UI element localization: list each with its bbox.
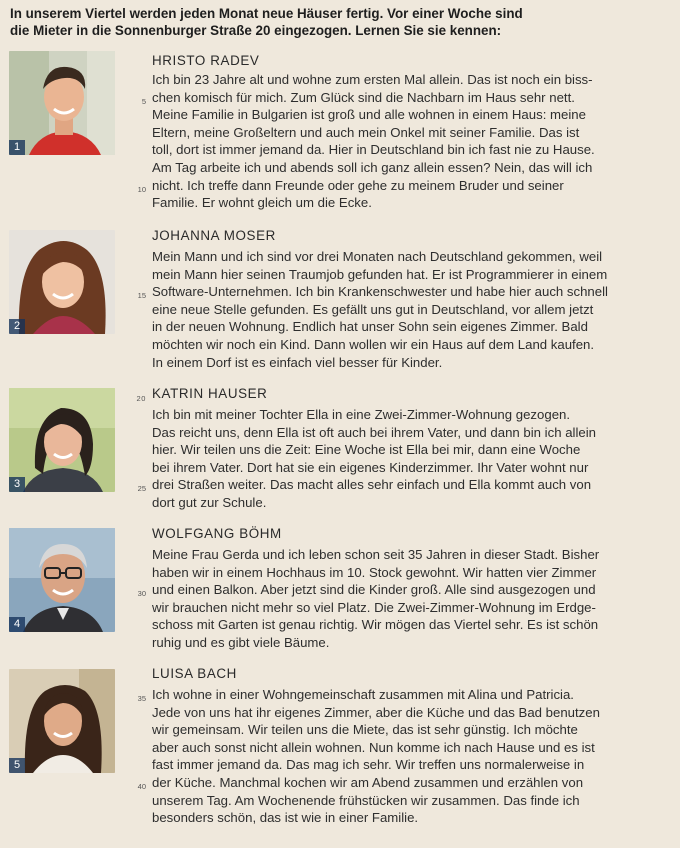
tenant-name: WOLFGANG BÖHM [152,526,282,541]
text-line: schoss mit Garten ist genau richtig. Wir mögen das Viertel sehr. Es ist schön [152,617,599,633]
line-number: 35 [137,694,146,703]
line-number: 40 [137,781,146,791]
text-line: besonders schön, das ist wie in einer Familie. [152,810,419,826]
text-line: wir brauchen nicht mehr so viel Platz. Die Zwei-Zimmer-Wohnung im Erdge- [152,599,596,615]
text-line: Jede von uns hat ihr eigenes Zimmer, aber die Küche und das Bad benutzen [152,704,600,720]
photo-number-badge: 2 [9,319,25,334]
text-line: haben wir in einem Hochhaus im 10. Stock gewohnt. Wir hatten vier Zimmer [152,564,597,580]
text-line: Das reicht uns, denn Ella ist oft auch bei ihrem Vater, und dann bin ich allein [152,424,596,440]
portrait-photo-katrin [9,388,115,492]
text-line: möchten wir noch ein Kind. Dann wollen wir ein Haus auf dem Land kaufen. [152,336,595,352]
line-number: 30 [137,589,146,599]
photo-number-badge: 3 [9,477,25,492]
text-line: 40 der Küche. Manchmal kochen wir am Abend zusammen und erzählen von [152,774,672,792]
text-line: in der neuen Wohnung. Endlich hat unser Sohn sein eigenes Zimmer. Bald [152,319,588,335]
line-number: 20 [136,394,146,403]
text-line: Am Tag arbeite ich und abends soll ich ganz allein essen? Nein, das will ich [152,159,593,175]
line-number: 25 [137,484,146,494]
tenant-name: JOHANNA MOSER [152,228,276,243]
text-line: 35 Ich wohne in einer Wohngemeinschaft zusammen mit Alina und Patricia. [152,686,672,704]
text-line: 5 chen komisch für mich. Zum Glück sind die Nachbarn im Haus sehr nett. [152,89,672,107]
text-line: In einem Dorf ist es einfach viel besser für Kinder. [152,354,443,370]
text-line: 30 und einen Balkon. Aber jetzt sind die Kinder groß. Alle sind ausgezogen und [152,581,672,599]
line-number: 10 [137,184,146,194]
text-line: 25 drei Straßen weiter. Das macht alles sehr einfach und Ella kommt auch von [152,476,672,494]
intro-line-2: die Mieter in die Sonnenburger Straße 20 eingezogen. Lernen Sie sie kennen: [10,23,502,38]
tenant-text [137,406,672,512]
text-line: Meine Familie in Bulgarien ist groß und alle wohnen in einem Haus: meine [152,107,586,123]
text-line: eine neue Stelle gefunden. Es gefällt uns gut in Deutschland, vor allem jetzt [152,301,594,317]
text-line: mein Mann hier seinen Traumjob gefunden hat. Er ist Programmierer in einem [152,266,608,282]
text-line: Eltern, meine Großeltern und auch mein Onkel mit seiner Familie. Das ist [152,124,580,140]
text-line: ruhig und es gibt viele Bäume. [152,634,330,650]
portrait-photo-luisa [9,669,115,773]
portrait-photo-hristo [9,51,115,155]
tenant-text [137,248,672,371]
text-line: aber auch sonst nicht allein wohnen. Nun komme ich nach Hause und es ist [152,739,595,755]
text-line: fast immer jemand da. Das mag ich sehr. Wir treffen uns normalerweise in [152,757,585,773]
text-line: 15 Software-Unternehmen. Ich bin Krankenschwester und habe hier auch schnell [152,283,672,301]
tenant-text [137,546,672,652]
text-line: 10 nicht. Ich treffe dann Freunde oder gehe zu meinem Bruder und seiner [152,177,672,195]
text-line: Ich bin 23 Jahre alt und wohne zum ersten Mal allein. Das ist noch ein biss- [152,72,593,87]
text-line: Familie. Er wohnt gleich um die Ecke. [152,195,372,211]
photo-number-badge: 1 [9,140,25,155]
tenant-text [137,71,672,212]
text-line: bei ihrem Vater. Dort hat sie ein eigenes Kinderzimmer. Ihr Vater wohnt nur [152,459,589,475]
tenant-text [137,686,672,827]
tenant-name: 20 KATRIN HAUSER [152,385,267,403]
line-number: 5 [141,96,146,106]
text-line: unserem Tag. Am Wochenende frühstücken wir zusammen. Das finde ich [152,792,580,808]
tenant-name: HRISTO RADEV [152,53,260,68]
portrait-photo-wolfgang [9,528,115,632]
text-line: wir gemeinsam. Wir teilen uns die Miete, das ist sehr günstig. Ich möchte [152,722,578,738]
photo-number-badge: 5 [9,758,25,773]
text-line: Ich bin mit meiner Tochter Ella in eine Zwei-Zimmer-Wohnung gezogen. [152,407,571,422]
text-line: Meine Frau Gerda und ich leben schon seit 35 Jahren in dieser Stadt. Bisher [152,547,600,562]
portrait-photo-johanna [9,230,115,334]
text-line: hier. Wir teilen uns die Zeit: Eine Woche ist Ella bei mir, dann eine Woche [152,442,581,458]
text-line: Mein Mann und ich sind vor drei Monaten nach Deutschland gekommen, weil [152,249,603,264]
line-number: 15 [137,291,146,301]
tenant-name: LUISA BACH [152,666,237,681]
text-line: toll, dort ist immer jemand da. Hier in Deutschland bin ich fast nie zu Hause. [152,142,595,158]
intro-line-1: In unserem Viertel werden jeden Monat neue Häuser fertig. Vor einer Woche sind [10,6,523,21]
intro-text [10,5,670,39]
photo-number-badge: 4 [9,617,25,632]
text-line: dort gut zur Schule. [152,494,267,510]
